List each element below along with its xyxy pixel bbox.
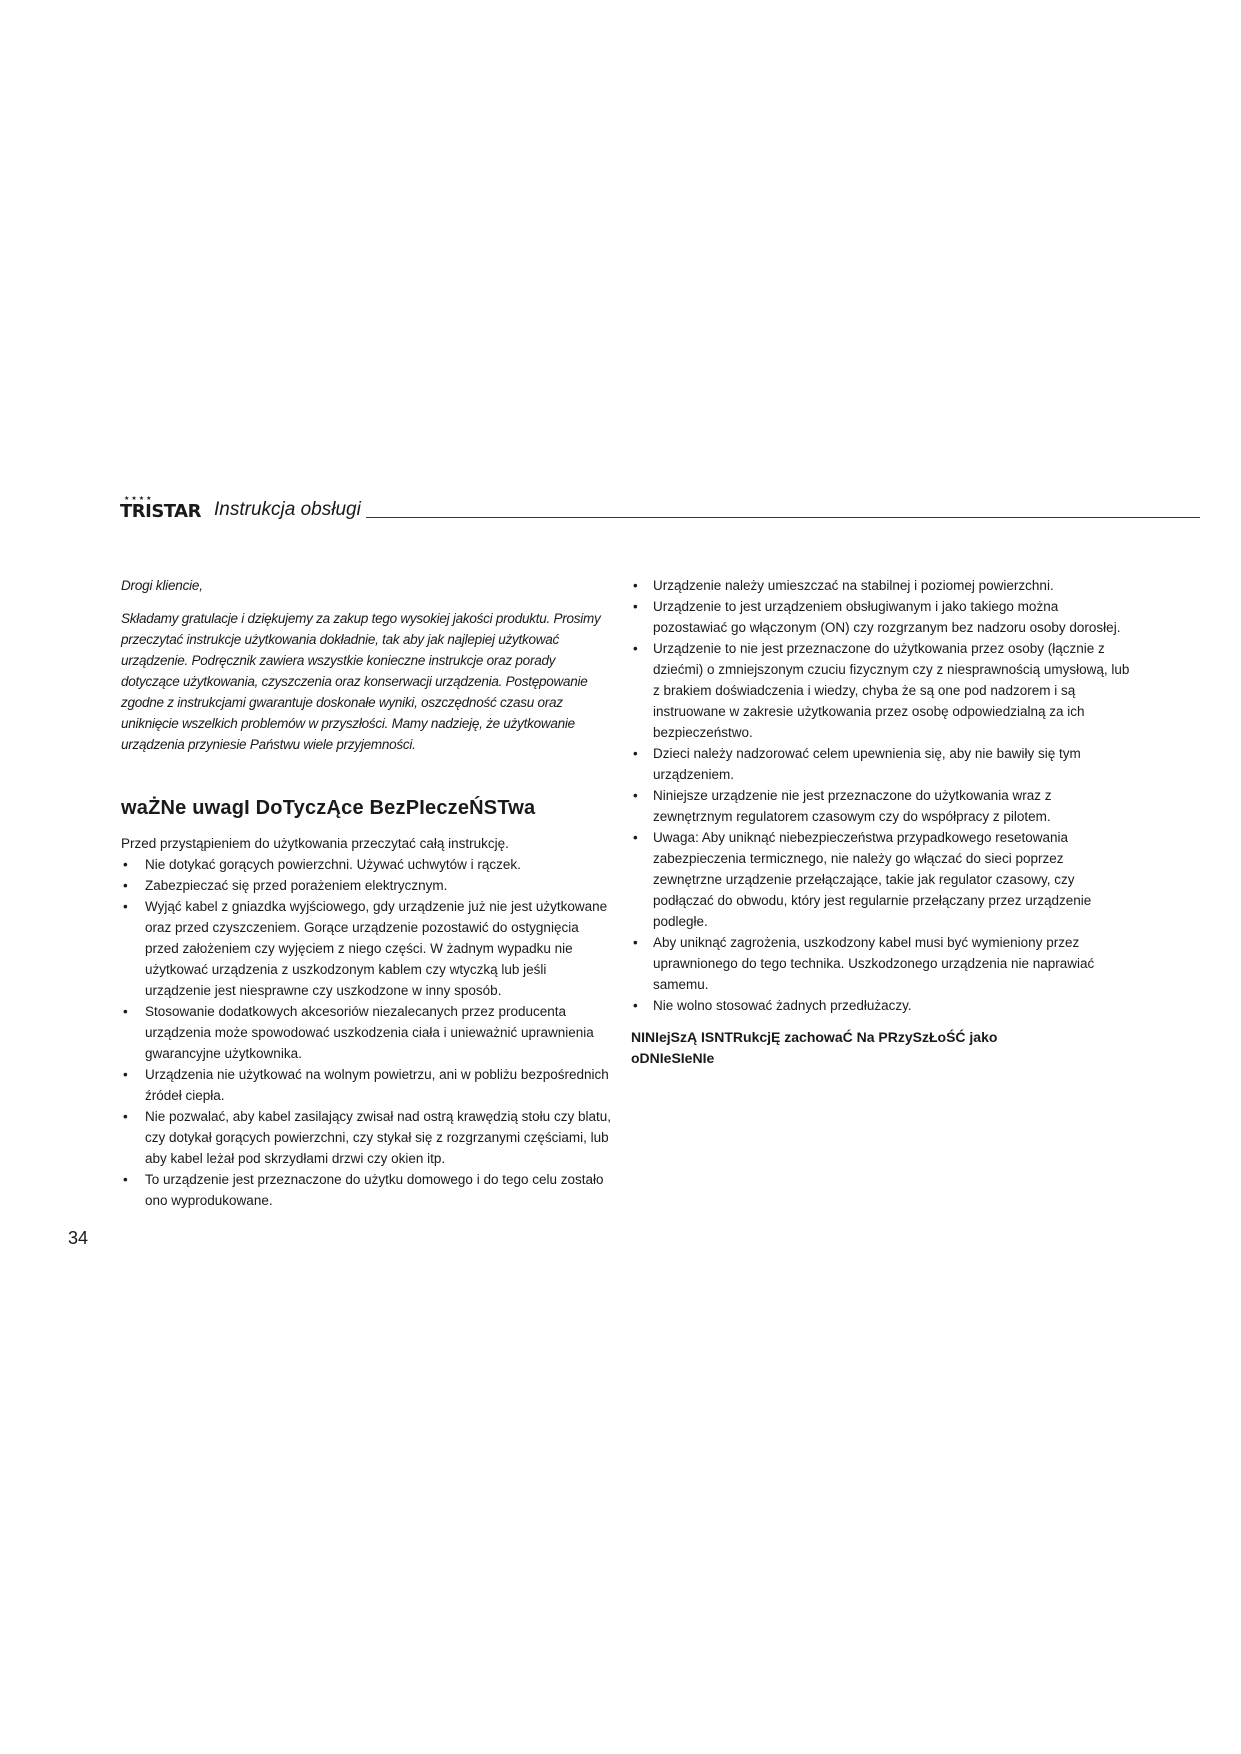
safety-list-right — [631, 575, 1131, 1016]
bullet: • — [633, 788, 638, 803]
bullet: • — [123, 899, 128, 914]
left-column — [121, 575, 611, 1211]
list-item — [631, 575, 1131, 596]
logo-stars: ★★★★ — [124, 496, 154, 502]
bullet: • — [633, 746, 638, 761]
list-item-text: Aby uniknąć zagrożenia, uszkodzony kabel musi być wymieniony przez uprawnionego do tego technika. Uszkodzonego urządzenia nie naprawiać samemu. — [653, 935, 1095, 992]
bullet: • — [123, 1004, 128, 1019]
list-item — [631, 743, 1131, 785]
list-item — [631, 638, 1131, 743]
bullet: • — [633, 935, 638, 950]
page-header — [120, 495, 1200, 525]
bullet: • — [123, 878, 128, 893]
list-item — [121, 896, 611, 1001]
page-number: 34 — [68, 1228, 89, 1248]
list-item-text: Urządzenie to nie jest przeznaczone do użytkowania przez osoby (łącznie z dziećmi) o zmniejszonym czuciu fizycznym czy z niesprawnością umysłową, lub z brakiem doświadczenia i wiedzy, chyba że są one pod nadzorem i są instruowane w zakresie użytkowania przez osobę odpowiedzialną za ich bezpieczeństwo. — [653, 641, 1130, 740]
list-item — [121, 1106, 611, 1169]
bullet: • — [123, 1109, 128, 1124]
list-item-text: Urządzenie to jest urządzeniem obsługiwanym i jako takiego można pozostawiać go włączonym (ON) czy rozgrzanym bez nadzoru osoby dorosłej. — [653, 599, 1121, 635]
list-item — [631, 827, 1131, 932]
list-item — [121, 875, 611, 896]
safety-lead: Przed przystąpieniem do użytkowania przeczytać całą instrukcję. — [121, 836, 509, 851]
keep-instructions-note: NINIejSzĄ ISNTRukcjĘ zachowaĆ Na PRzySzŁoŚĆ jako oDNIeSIeNIe — [631, 1029, 998, 1066]
safety-heading: waŻNe uwagI DoTyczĄce BezPIeczeŃSTwa — [121, 797, 536, 819]
list-item — [631, 785, 1131, 827]
list-item — [631, 932, 1131, 995]
list-item-text: Dzieci należy nadzorować celem upewnienia się, aby nie bawiły się tym urządzeniem. — [653, 746, 1081, 782]
bullet: • — [123, 857, 128, 872]
list-item-text: Wyjąć kabel z gniazdka wyjściowego, gdy urządzenie już nie jest użytkowane oraz przed czyszczeniem. Gorące urządzenie pozostawić do ostygnięcia przed założeniem czy wyjęciem z niego części. W żadnym wypadku nie użytkować urządzenia z uszkodzonym kablem czy wtyczką lub jeśli urządzenie jest niesprawne czy uszkodzone w inny sposób. — [145, 899, 608, 998]
right-column — [631, 575, 1131, 1083]
tristar-logo — [120, 496, 202, 522]
bullet: • — [633, 578, 638, 593]
safety-list-left — [121, 854, 611, 1211]
list-item-text: Urządzenia nie użytkować na wolnym powietrzu, ani w pobliżu bezpośrednich źródeł ciepła. — [145, 1067, 609, 1103]
list-item — [631, 995, 1131, 1016]
list-item-text: Zabezpieczać się przed porażeniem elektrycznym. — [145, 878, 448, 893]
bullet: • — [633, 599, 638, 614]
list-item — [121, 1001, 611, 1064]
list-item-text: Nie pozwalać, aby kabel zasilający zwisał nad ostrą krawędzią stołu czy blatu, czy dotykał gorących powierzchni, czy stykał się z rozgrzanymi częściami, lub aby kabel leżał pod skrzydłami drzwi czy okien itp. — [145, 1109, 611, 1166]
list-item-text: Stosowanie dodatkowych akcesoriów niezalecanych przez producenta urządzenia może spowodować uszkodzenia ciała i unieważnić uprawnienia gwarancyjne użytkownika. — [145, 1004, 594, 1061]
manual-title: Instrukcja obsługi — [214, 499, 361, 520]
list-item — [121, 1064, 611, 1106]
list-item — [121, 854, 611, 875]
list-item-text: Niniejsze urządzenie nie jest przeznaczone do użytkowania wraz z zewnętrznym regulatorem czasowym czy do współpracy z pilotem. — [653, 788, 1052, 824]
greeting: Drogi kliencie, — [121, 578, 203, 593]
bullet: • — [633, 830, 638, 845]
bullet: • — [123, 1067, 128, 1082]
list-item — [121, 1169, 611, 1211]
intro-paragraph: Składamy gratulacje i dziękujemy za zakup tego wysokiej jakości produktu. Prosimy przeczytać instrukcje użytkowania dokładnie, tak aby jak najlepiej użytkować urządzenie. Podręcznik zawiera wszystkie konieczne instrukcje oraz porady dotyczące użytkowania, czyszczenia oraz konserwacji urządzenia. Postępowanie zgodne z instrukcjami gwarantuje doskonałe wyniki, oszczędność czasu oraz uniknięcie wszelkich problemów w przyszłości. Mamy nadzieję, że użytkowanie urządzenia przyniesie Państwu wiele przyjemności. — [121, 611, 601, 752]
list-item-text: Nie dotykać gorących powierzchni. Używać uchwytów i rączek. — [145, 857, 521, 872]
list-item-text: To urządzenie jest przeznaczone do użytku domowego i do tego celu zostało ono wyprodukowane. — [145, 1172, 604, 1208]
bullet: • — [123, 1172, 128, 1187]
list-item-text: Nie wolno stosować żadnych przedłużaczy. — [653, 998, 912, 1013]
bullet: • — [633, 641, 638, 656]
header-divider — [366, 517, 1200, 518]
logo-wordmark: TRISTAR — [120, 501, 201, 522]
list-item-text: Urządzenie należy umieszczać na stabilnej i poziomej powierzchni. — [653, 578, 1054, 593]
list-item-text: Uwaga: Aby uniknąć niebezpieczeństwa przypadkowego resetowania zabezpieczenia termicznego, nie należy go włączać do sieci poprzez zewnętrzne urządzenie przełączające, takie jak regulator czasowy, czy podłączać do obwodu, który jest regularnie przełączany przez urządzenie podległe. — [653, 830, 1092, 929]
bullet: • — [633, 998, 638, 1013]
list-item — [631, 596, 1131, 638]
